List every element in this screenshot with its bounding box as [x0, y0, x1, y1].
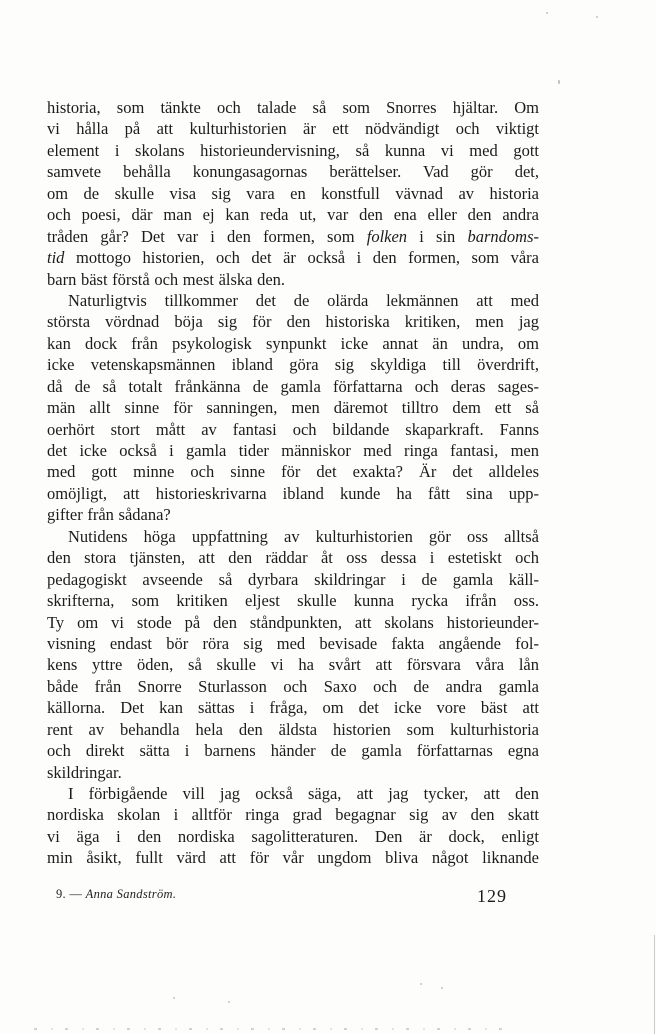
scan-speck	[558, 80, 560, 84]
text-line: vi äga i den nordiska sagolitteraturen. Den är dock, enligt	[47, 826, 539, 846]
text-line: visning endast bör röra sig med bevisade fakta angående fol-	[47, 633, 539, 653]
text-line: Nutidens höga uppfattning av kulturhistorien gör oss alltså	[68, 526, 539, 546]
text-line: skrifterna, som kritiken eljest skulle kunna rycka ifrån oss.	[47, 591, 539, 611]
text-line: källorna. Det kan sättas i fråga, om det icke vore bäst att	[47, 698, 539, 718]
footer-note	[56, 887, 176, 902]
paragraph	[47, 97, 539, 290]
text-line: oerhört stort mått av fantasi och bildande skaparkraft. Fanns	[47, 419, 539, 439]
text-line: med gott minne och sinne för det exakta? Är det alldeles	[47, 462, 539, 482]
scan-noise-bottom-edge	[34, 1028, 516, 1030]
text-line: män allt sinne för sanningen, men däremot tilltro dem ett så	[47, 398, 539, 418]
text-line: tråden går? Det var i den formen, som folken i sin barndoms-	[47, 226, 539, 246]
paragraph	[47, 290, 539, 526]
paragraph	[47, 783, 539, 869]
text-line: pedagogiskt avseende så dyrbara skildringar i de gamla käll-	[47, 569, 539, 589]
text-line: rent av behandla hela den äldsta historien som kulturhistoria	[47, 719, 539, 739]
text-line: Naturligtvis tillkommer det de olärda lekmännen att med	[68, 290, 539, 310]
text-line: omöjligt, att historieskrivarna ibland kunde ha fått sina upp-	[47, 483, 539, 503]
text-line: skildringar.	[47, 762, 122, 782]
scan-noise-right-edge	[654, 935, 655, 1034]
text-line: historia, som tänkte och talade så som Snorres hjältar. Om	[47, 98, 539, 117]
text-line: gifter från sådana?	[47, 505, 171, 525]
text-line: Ty om vi stode på den ståndpunkten, att skolans historieunder-	[47, 612, 539, 632]
text-line: samvete behålla konungasagornas berättelser. Vad gör det,	[47, 162, 539, 182]
text-line: I förbigående vill jag också säga, att jag tycker, att den	[68, 784, 539, 803]
text-line: nordiska skolan i alltför ringa grad begagnar sig av den skatt	[47, 805, 539, 825]
scan-speck	[420, 983, 422, 985]
text-line: icke vetenskapsmännen ibland göra sig skyldiga till överdrift,	[47, 355, 539, 375]
page-text	[47, 97, 539, 869]
text-line: och poesi, där man ej kan reda ut, var den ena eller den andra	[47, 205, 539, 225]
scan-speck	[596, 16, 598, 18]
text-line: barn bäst förstå och mest älska den.	[47, 269, 286, 289]
text-line: min åsikt, fullt värd att för vår ungdom bliva något liknande	[47, 848, 539, 868]
scan-speck	[173, 997, 175, 999]
scan-speck	[228, 1001, 230, 1003]
text-line: och direkt sätta i barnens händer de gamla författarnas egna	[47, 741, 539, 761]
paragraph	[47, 526, 539, 783]
page-number: 129	[477, 886, 507, 906]
text-line: vi hålla på att kulturhistorien är ett nödvändigt och viktigt	[47, 119, 539, 139]
text-line: kens yttre öden, så skulle vi ha svårt att försvara våra lån	[47, 655, 539, 675]
text-line: det icke också i gamla tider människor med ringa fantasi, men	[47, 441, 539, 460]
scan-speck	[441, 987, 443, 989]
text-line: tid mottogo historien, och det är också i den formen, som våra	[47, 248, 539, 268]
text-line: om de skulle visa sig vara en konstfull vävnad av historia	[47, 183, 539, 203]
text-line: kan dock från psykologisk synpunkt icke annat än undra, om	[47, 333, 539, 353]
text-line: element i skolans historieundervisning, så kunna vi med gott	[47, 140, 539, 160]
text-line: både från Snorre Sturlasson och Saxo och de andra gamla	[47, 676, 539, 696]
footer-note-author: Anna Sandström.	[85, 887, 177, 901]
scan-speck	[546, 12, 548, 14]
footer-note-prefix: 9. —	[56, 887, 83, 901]
text-line: största vördnad böja sig för den historiska kritiken, men jag	[47, 312, 539, 332]
text-line: den stora tjänsten, att den räddar åt oss dessa i estetiskt och	[47, 548, 539, 568]
text-line: då de så totalt frånkänna de gamla författarna och deras sages-	[47, 376, 539, 396]
